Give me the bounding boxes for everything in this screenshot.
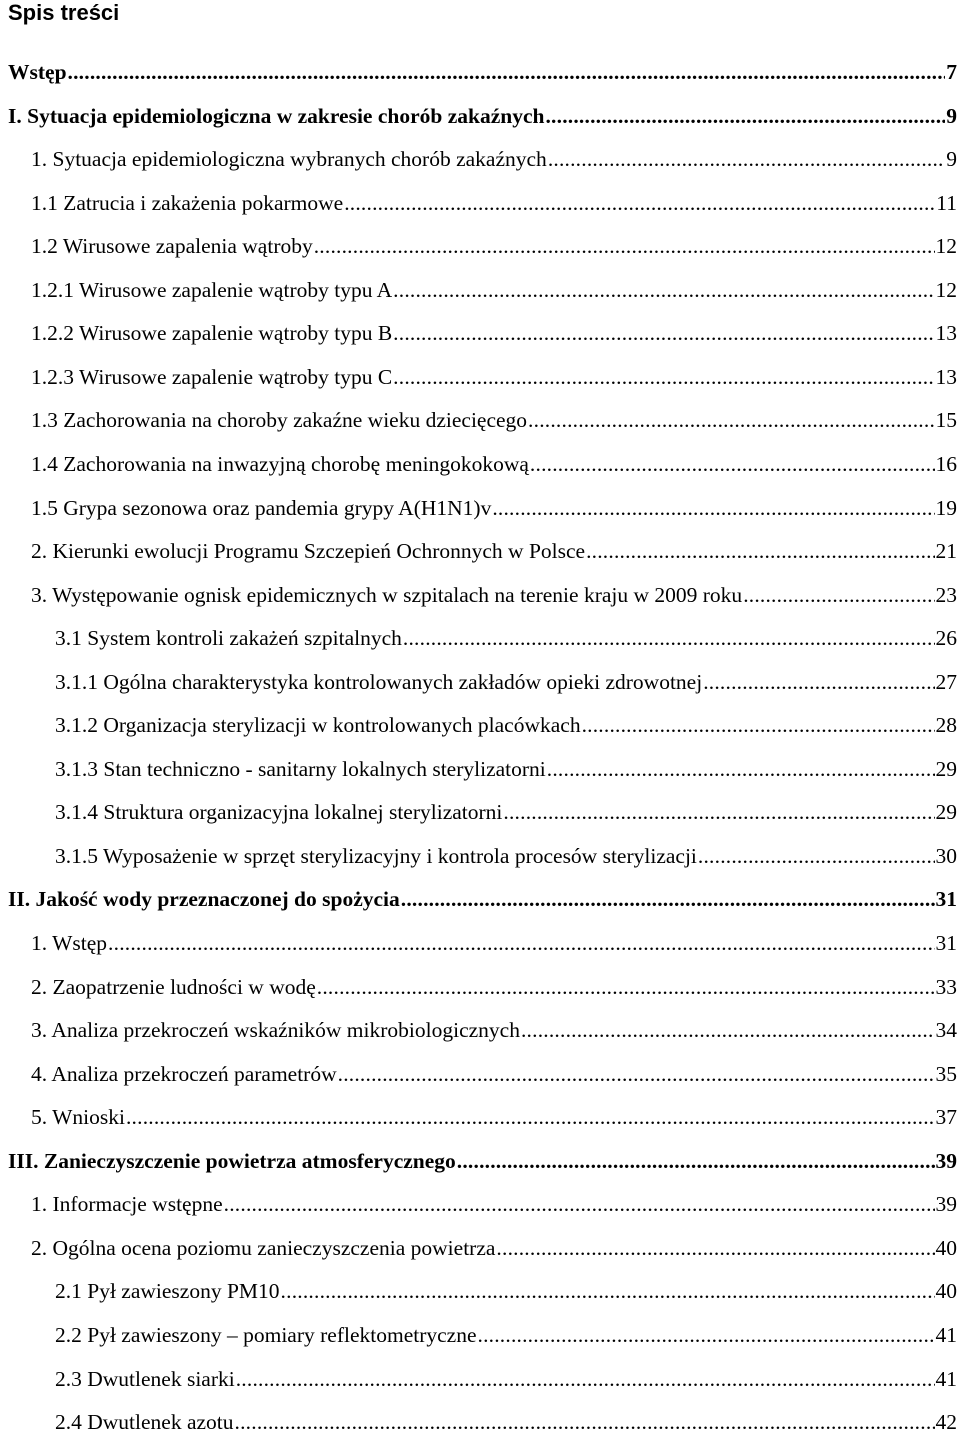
toc-entry-title: 1.2.3 Wirusowe zapalenie wątroby typu C	[31, 364, 393, 389]
toc-dot-leader	[235, 1408, 935, 1436]
toc-entry[interactable]	[31, 363, 957, 391]
toc-dot-leader	[126, 1103, 935, 1131]
toc-entry-page-number: 41	[935, 1366, 957, 1391]
toc-dot-leader	[698, 842, 935, 870]
toc-entry-title: Wstęp	[8, 60, 67, 84]
toc-entry[interactable]	[31, 319, 957, 347]
toc-entry-page-number: 9	[946, 103, 957, 128]
toc-entry-title: 1.2 Wirusowe zapalenia wątroby	[31, 234, 313, 259]
toc-entry-page-number: 40	[935, 1279, 957, 1304]
toc-entry[interactable]	[31, 1190, 957, 1218]
toc-dot-leader	[582, 711, 935, 739]
toc-entry-title: 3.1 System kontroli zakażeń szpitalnych	[55, 626, 402, 651]
toc-entry-title: 1.4 Zachorowania na inwazyjną chorobę meningokokową	[31, 451, 529, 476]
toc-entry-title: II. Jakość wody przeznaczonej do spożycia	[8, 887, 400, 912]
toc-entry-title: 2. Kierunki ewolucji Programu Szczepień Ochronnych w Polsce	[31, 539, 586, 564]
toc-entry-page-number: 19	[935, 495, 957, 520]
toc-entry-page-number: 13	[935, 321, 957, 346]
toc-entry-title: 2.4 Dwutlenek azotu	[55, 1410, 234, 1435]
toc-entry[interactable]	[31, 406, 957, 434]
toc-entry-page-number: 41	[935, 1322, 957, 1347]
toc-entry-title: 1. Wstęp	[31, 931, 108, 955]
toc-entry[interactable]	[55, 711, 957, 739]
toc-entry-page-number: 29	[935, 756, 957, 781]
toc-entry[interactable]	[31, 450, 957, 478]
toc-dot-leader	[528, 406, 934, 434]
toc-dot-leader	[393, 363, 934, 391]
toc-entry-title: 2.3 Dwutlenek siarki	[55, 1366, 235, 1391]
toc-entry[interactable]	[55, 1408, 957, 1436]
toc-entry-title: I. Sytuacja epidemiologiczna w zakresie chorób zakaźnych	[8, 103, 545, 128]
toc-entry[interactable]	[31, 1103, 957, 1131]
toc-entry[interactable]	[31, 1060, 957, 1088]
toc-entry[interactable]	[55, 1321, 957, 1349]
toc-entry[interactable]	[8, 102, 957, 130]
toc-entry[interactable]	[31, 494, 957, 522]
toc-entry-page-number: 27	[935, 669, 957, 694]
toc-entry-page-number: 30	[935, 843, 957, 868]
toc-entry-title: 1.2.2 Wirusowe zapalenie wątroby typu B	[31, 321, 393, 346]
toc-dot-leader	[743, 581, 934, 609]
toc-dot-leader	[478, 1321, 935, 1349]
toc-entry-page-number: 33	[935, 974, 957, 999]
toc-entry-page-number: 37	[935, 1105, 957, 1130]
toc-entry-title: 3.1.2 Organizacja sterylizacji w kontrolowanych placówkach	[55, 713, 581, 738]
toc-dot-leader	[108, 929, 934, 957]
toc-entry-title: 3.1.3 Stan techniczno - sanitarny lokalnych sterylizatorni	[55, 756, 546, 781]
toc-entry[interactable]	[31, 189, 957, 217]
toc-dot-leader	[548, 145, 945, 173]
toc-entry-page-number: 16	[935, 451, 957, 476]
toc-entry-page-number: 15	[935, 408, 957, 433]
toc-dot-leader	[314, 232, 935, 260]
toc-dot-leader	[530, 450, 935, 478]
toc-entry-page-number: 29	[935, 800, 957, 825]
toc-dot-leader	[317, 973, 935, 1001]
toc-dot-leader	[547, 755, 935, 783]
toc-entry-page-number: 26	[935, 626, 957, 651]
toc-entry-title: 1. Informacje wstępne	[31, 1192, 223, 1217]
toc-entry[interactable]	[55, 798, 957, 826]
toc-entry-title: 2.1 Pył zawieszony PM10	[55, 1279, 280, 1304]
toc-entry[interactable]	[31, 929, 957, 957]
toc-dot-leader	[401, 885, 935, 913]
toc-entry-title: 4. Analiza przekroczeń parametrów	[31, 1061, 337, 1086]
toc-dot-leader	[503, 798, 934, 826]
toc-dot-leader	[521, 1016, 935, 1044]
toc-dot-leader	[492, 494, 934, 522]
toc-entry-page-number: 39	[935, 1192, 957, 1217]
toc-entry-page-number: 13	[935, 364, 957, 389]
toc-entry[interactable]	[55, 624, 957, 652]
toc-dot-leader	[496, 1234, 934, 1262]
toc-entry[interactable]	[31, 145, 957, 173]
toc-entry-page-number: 11	[936, 190, 957, 215]
toc-entry-page-number: 28	[935, 713, 957, 738]
toc-entry[interactable]	[31, 276, 957, 304]
toc-entry-page-number: 39	[935, 1148, 957, 1173]
toc-entry-title: 1.5 Grypa sezonowa oraz pandemia grypy A(H1N1)v	[31, 495, 492, 520]
toc-entry-title: 5. Wnioski	[31, 1105, 125, 1130]
toc-entry[interactable]	[55, 842, 957, 870]
toc-entry-title: 3.1.4 Struktura organizacyjna lokalnej sterylizatorni	[55, 800, 503, 825]
toc-entry-page-number: 23	[935, 582, 957, 607]
toc-entry-title: 2.2 Pył zawieszony – pomiary reflektometryczne	[55, 1322, 477, 1347]
toc-entry[interactable]	[31, 1234, 957, 1262]
toc-entry-page-number: 35	[935, 1061, 957, 1086]
toc-entry-page-number: 7	[946, 60, 957, 84]
toc-entry[interactable]	[31, 232, 957, 260]
toc-entry[interactable]	[31, 973, 957, 1001]
toc-dot-leader	[545, 102, 945, 130]
toc-entry-title: 2. Zaopatrzenie ludności w wodę	[31, 974, 316, 999]
toc-entry-page-number: 21	[935, 539, 957, 564]
toc-dot-leader	[457, 1147, 935, 1175]
page-title: Spis treści	[8, 0, 120, 25]
toc-dot-leader	[393, 319, 934, 347]
toc-entry-title: 3.1.1 Ogólna charakterystyka kontrolowanych zakładów opieki zdrowotnej	[55, 669, 703, 694]
toc-dot-leader	[338, 1060, 935, 1088]
toc-dot-leader	[281, 1277, 935, 1305]
toc-entry-page-number: 42	[935, 1410, 957, 1435]
toc-entry[interactable]	[31, 537, 957, 565]
toc-entry-title: 3.1.5 Wyposażenie w sprzęt sterylizacyjny i kontrola procesów sterylizacji	[55, 843, 697, 868]
toc-dot-leader	[403, 624, 935, 652]
toc-entry-page-number: 40	[935, 1235, 957, 1260]
toc-entry[interactable]	[8, 58, 957, 86]
toc-dot-leader	[393, 276, 934, 304]
toc-entry-page-number: 31	[935, 887, 957, 912]
toc-dot-leader	[586, 537, 934, 565]
toc-entry-title: 1.1 Zatrucia i zakażenia pokarmowe	[31, 190, 344, 215]
toc-entry[interactable]	[55, 755, 957, 783]
toc-dot-leader	[344, 189, 935, 217]
toc-entry[interactable]	[8, 885, 957, 913]
toc-entry[interactable]	[31, 581, 957, 609]
toc-entry-title: 1.3 Zachorowania na choroby zakaźne wieku dziecięcego	[31, 408, 528, 433]
toc-dot-leader	[236, 1365, 935, 1393]
toc-entry-title: 1.2.1 Wirusowe zapalenie wątroby typu A	[31, 277, 393, 302]
toc-entry-page-number: 31	[935, 931, 957, 955]
toc-entry-page-number: 12	[935, 277, 957, 302]
toc-entry-page-number: 12	[935, 234, 957, 259]
toc-entry-title: 2. Ogólna ocena poziomu zanieczyszczenia powietrza	[31, 1235, 496, 1260]
toc-dot-leader	[703, 668, 934, 696]
toc-entry[interactable]	[55, 668, 957, 696]
toc-entry[interactable]	[55, 1277, 957, 1305]
toc-dot-leader	[224, 1190, 935, 1218]
toc-entry-title: 1. Sytuacja epidemiologiczna wybranych chorób zakaźnych	[31, 147, 547, 172]
toc-entry[interactable]	[55, 1365, 957, 1393]
toc-entry-page-number: 9	[946, 147, 957, 172]
toc-entry[interactable]	[8, 1147, 957, 1175]
toc-entry-title: 3. Analiza przekroczeń wskaźników mikrobiologicznych	[31, 1018, 520, 1043]
toc-entry-page-number: 34	[935, 1018, 957, 1043]
toc-entry-title: 3. Występowanie ognisk epidemicznych w szpitalach na terenie kraju w 2009 roku	[31, 582, 743, 607]
toc-dot-leader	[68, 58, 946, 86]
toc-entry[interactable]	[31, 1016, 957, 1044]
toc-entry-title: III. Zanieczyszczenie powietrza atmosferycznego	[8, 1148, 456, 1173]
